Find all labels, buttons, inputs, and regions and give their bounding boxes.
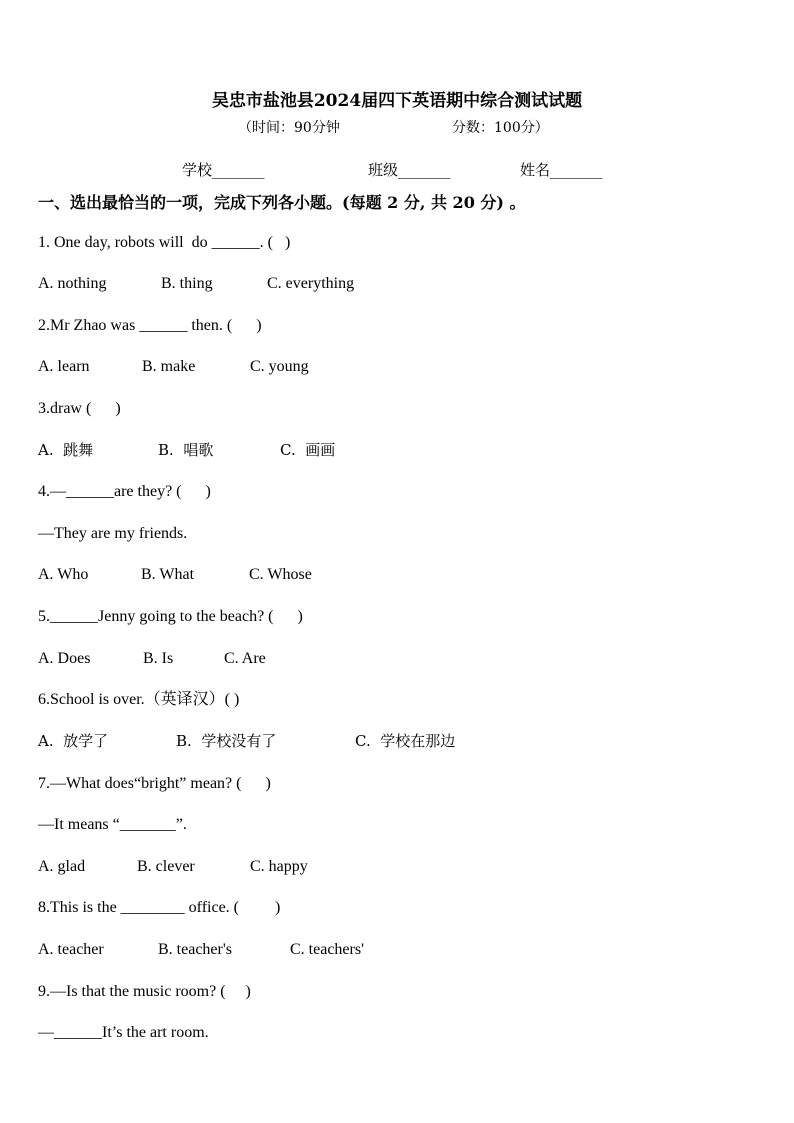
question-6-option-c[interactable]: C. 学校在那边: [355, 732, 456, 750]
question-2-option-b[interactable]: B. make: [142, 358, 196, 375]
school-field[interactable]: 学校_______: [182, 161, 265, 179]
question-7-option-b[interactable]: B. clever: [137, 858, 195, 875]
question-4-option-a[interactable]: A. Who: [38, 566, 89, 583]
question-3-option-a[interactable]: A. 跳舞: [38, 441, 94, 459]
question-3-stem: 3.draw ( ): [38, 400, 121, 417]
class-field[interactable]: 班级_______: [368, 161, 451, 179]
question-6-option-b[interactable]: B. 学校没有了: [176, 732, 277, 750]
question-4-line-2: —They are my friends.: [38, 525, 188, 542]
question-1-option-b[interactable]: B. thing: [161, 275, 213, 292]
question-7-option-c[interactable]: C. happy: [250, 858, 308, 875]
name-field[interactable]: 姓名_______: [520, 161, 603, 179]
question-8-stem: 8.This is the ________ office. ( ): [38, 899, 281, 916]
exam-title: 吴忠市盐池县2024届四下英语期中综合测试试题: [211, 91, 583, 111]
question-2-option-c[interactable]: C. young: [250, 358, 309, 375]
question-6-stem: 6.School is over.（英译汉）( ): [38, 691, 240, 708]
question-8-option-a[interactable]: A. teacher: [38, 941, 104, 958]
question-7-line-2: —It means “_______”.: [38, 816, 187, 833]
question-4-stem: 4.—______are they? ( ): [38, 483, 211, 500]
section-heading: 一、选出最恰当的一项，完成下列各小题。(每题 2 分, 共 20 分) 。: [38, 193, 526, 212]
question-4-option-c[interactable]: C. Whose: [249, 566, 312, 583]
exam-score: 分数：100分）: [452, 120, 549, 136]
question-1-stem: 1. One day, robots will do ______. ( ): [38, 234, 291, 251]
question-9-stem: 9.—Is that the music room? ( ): [38, 983, 251, 1000]
question-9-line-2: —______It’s the art room.: [38, 1024, 209, 1041]
question-8-option-b[interactable]: B. teacher's: [158, 941, 232, 958]
question-5-stem: 5.______Jenny going to the beach? ( ): [38, 608, 303, 625]
question-4-option-b[interactable]: B. What: [141, 566, 195, 583]
question-1-option-c[interactable]: C. everything: [267, 275, 355, 292]
question-2-stem: 2.Mr Zhao was ______ then. ( ): [38, 317, 262, 334]
question-5-option-a[interactable]: A. Does: [38, 650, 91, 667]
question-3-option-c[interactable]: C. 画画: [280, 441, 336, 459]
question-5-option-b[interactable]: B. Is: [143, 650, 174, 667]
question-2-option-a[interactable]: A. learn: [38, 358, 90, 375]
question-6-option-a[interactable]: A. 放学了: [38, 732, 109, 750]
question-3-option-b[interactable]: B. 唱歌: [158, 441, 214, 459]
question-1-option-a[interactable]: A. nothing: [38, 275, 107, 292]
question-5-option-c[interactable]: C. Are: [224, 650, 266, 667]
question-7-stem: 7.—What does“bright” mean? ( ): [38, 775, 271, 792]
question-7-option-a[interactable]: A. glad: [38, 858, 86, 875]
question-8-option-c[interactable]: C. teachers': [290, 941, 364, 958]
exam-time: （时间：90分钟: [238, 120, 340, 136]
